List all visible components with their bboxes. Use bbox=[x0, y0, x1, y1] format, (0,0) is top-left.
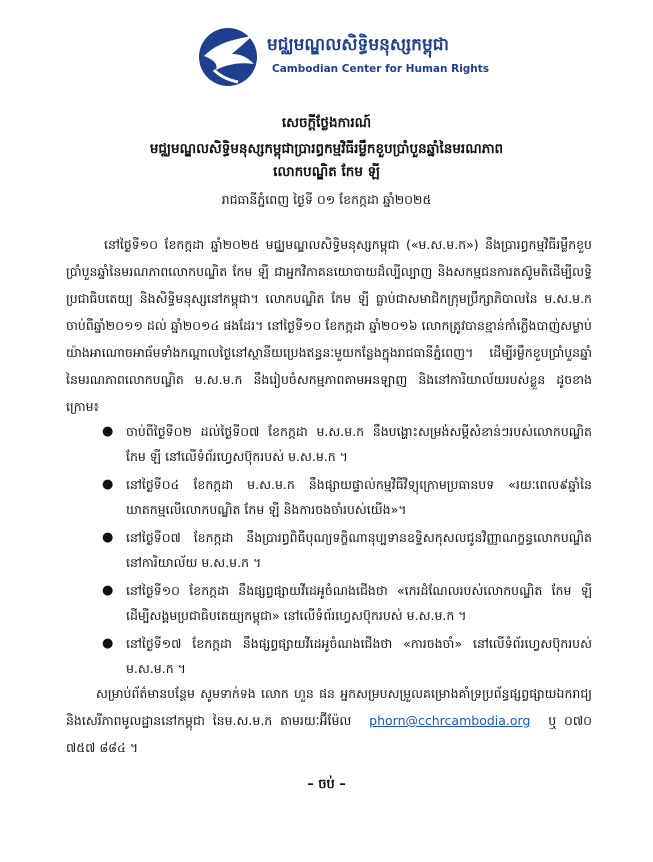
statement-honoree: លោកបណ្ឌិត កែម ឡី bbox=[273, 164, 380, 180]
contact-paragraph bbox=[66, 680, 592, 761]
contact-text: សម្រាប់ព័ត៌មានបន្ថែម សូមទាក់ទង លោក ហួន ផន អ្នកសម្របសម្រួលគម្រោងគាំទ្រប្រព័ន្ធផ្សព្វផ្សាយឯករាជ្យ និងសេរីភាពមូលដ្ឋាននៅកម្ពុជា នៃម.ស.ម.ក តាមរយៈអ៊ីម៉ែល bbox=[66, 686, 592, 728]
list-item-text: នៅថ្ងៃទី០៤ ខែកក្កដា ម.ស.ម.ក នឹងផ្សាយផ្ទាល់កម្មវិធីវិទ្យុក្រោមប្រធានបទ «រយៈពេល៩ឆ្នាំនៃឃាតកម្មលើលោកបណ្ឌិត កែម ឡី និងការចងចាំរបស់យើង»។ bbox=[126, 477, 592, 517]
end-mark: – ចប់ – bbox=[307, 777, 346, 792]
org-name-english: Cambodian Center for Human Rights bbox=[272, 63, 490, 75]
cchr-logo bbox=[192, 26, 490, 96]
list-item bbox=[92, 473, 592, 522]
bullet-icon: ● bbox=[102, 477, 114, 492]
list-item-text: នៅថ្ងៃទី០៧ ខែកក្កដា នឹងប្រារព្ធពិធីបុណ្យទក្ខិណានុប្បទានឧទ្ទិសកុសលជូនវិញ្ញាណក្ខន្ធលោកបណ្ឌិត នៅការិយាល័យ ម.ស.ម.ក ។ bbox=[126, 530, 592, 570]
dove-icon bbox=[192, 26, 264, 88]
list-item bbox=[92, 632, 592, 681]
statement-heading: សេចក្តីថ្លែងការណ៍ bbox=[281, 115, 372, 131]
dateline: រាជធានីភ្នំពេញ ថ្ងៃទី ០១ ខែកក្កដា ឆ្នាំ២០២៥ bbox=[221, 192, 432, 207]
list-item bbox=[92, 526, 592, 575]
statement-subheading: មជ្ឈមណ្ឌលសិទ្ធិមនុស្សកម្ពុជាប្រារព្ធកម្មវិធីរម្លឹកខួបប្រាំបួនឆ្នាំនៃមរណភាព bbox=[149, 141, 504, 157]
intro-paragraph: នៅថ្ងៃទី១០ ខែកក្កដា ឆ្នាំ២០២៥ មជ្ឈមណ្ឌលសិទ្ធិមនុស្សកម្ពុជា («ម.ស.ម.ក») នឹងប្រារព្ធកម្មវិធីរម្លឹកខួបប្រាំបួនឆ្នាំនៃមរណភាពលោកបណ្ឌិត កែម ឡី ជាអ្នកវិភាគនយោបាយដ៏ល្បីល្បាញ និងសកម្មជនការតស៊ូមតិដើម្បីលទ្ធិប្រជាធិបតេយ្យ និងសិទ្ធិមនុស្សនៅកម្ពុជា។ លោកបណ្ឌិត កែម ឡី ធ្លាប់ជាសមាជិកក្រុមប្រឹក្សាភិបាលនៃ ម.ស.ម.ក ចាប់ពីឆ្នាំ២០១១ ដល់ ឆ្នាំ២០១៤ ផងដែរ។ នៅថ្ងៃទី១០ ខែកក្កដា ឆ្នាំ២០១៦ លោកត្រូវបានខ្មាន់កាំភ្លើងបាញ់សម្លាប់យ៉ាងអាណោចអាធ័មទាំងកណ្តាលថ្ងៃនៅស្ថានីយប្រេងឥន្ធនៈមួយកន្លែងក្នុងរាជធានីភ្នំពេញ។ ដើម្បីរម្លឹកខួបប្រាំបួនឆ្នាំនៃមរណភាពលោកបណ្ឌិត ម.ស.ម.ក នឹងរៀបចំសកម្មភាពតាមអនឡាញ និងនៅការិយាល័យរបស់ខ្លួន ដូចខាងក្រោម៖ bbox=[66, 237, 592, 414]
org-name-khmer: មជ្ឈមណ្ឌលសិទ្ធិមនុស្សកម្ពុជា bbox=[267, 35, 449, 55]
bullet-icon: ● bbox=[102, 530, 114, 545]
list-item bbox=[92, 579, 592, 628]
list-item-text: ចាប់ពីថ្ងៃទី០២ ដល់ថ្ងៃទី០៧ ខែកក្កដា ម.ស.ម.ក នឹងបង្ហោះសម្រង់សម្តីសំខាន់ៗរបស់លោកបណ្ឌិត កែម ឡី នៅលើទំព័រហ្វេសប៊ុករបស់ ម.ស.ម.ក ។ bbox=[126, 424, 592, 464]
list-item-text: នៅថ្ងៃទី១៧ ខែកក្កដា នឹងផ្សព្វផ្សាយវីដេអូចំណងជើងថា «ការចងចាំ» នៅលើទំព័រហ្វេសប៊ុករបស់ ម.ស.ម.ក ។ bbox=[126, 636, 592, 676]
list-item bbox=[92, 420, 592, 469]
bullet-icon: ● bbox=[102, 636, 114, 651]
bullet-icon: ● bbox=[102, 583, 114, 598]
activity-list bbox=[92, 420, 592, 685]
contact-email-link[interactable]: phorn@cchrcambodia.org bbox=[369, 713, 531, 728]
bullet-icon: ● bbox=[102, 424, 114, 439]
contact-phone: ឬ ០៧០ ៧៥៧ ៨៨៤ ។ bbox=[66, 713, 592, 755]
list-item-text: នៅថ្ងៃទី១០ ខែកក្កដា នឹងផ្សព្វផ្សាយវីដេអូចំណងជើងថា «កេរដំណែលរបស់លោកបណ្ឌិត កែម ឡី ដើម្បីសង្គមប្រជាធិបតេយ្យកម្ពុជា» នៅលើទំព័រហ្វេសប៊ុករបស់ ម.ស.ម.ក ។ bbox=[126, 583, 592, 623]
